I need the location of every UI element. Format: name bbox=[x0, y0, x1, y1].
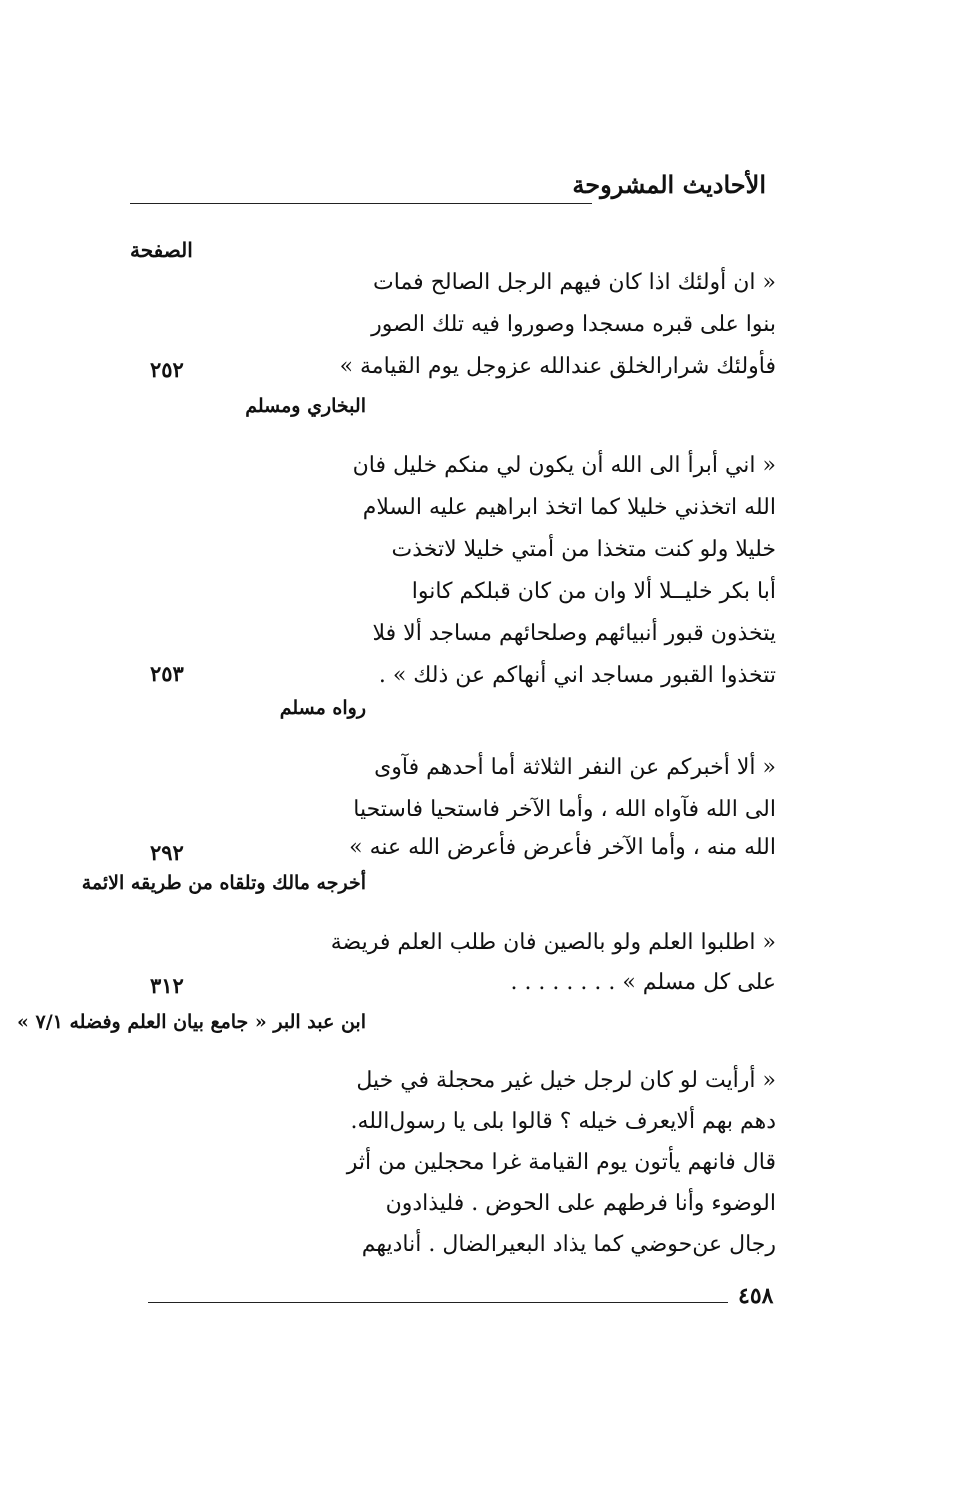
footer-page-number: ٤٥٨ bbox=[738, 1283, 774, 1309]
hadith-line: « أرأيت لو كان لرجل خيل غير محجلة في خيل bbox=[356, 1068, 776, 1093]
hadith-line: بنوا على قبره مسجدا وصوروا فيه تلك الصور bbox=[371, 312, 776, 337]
hadith-line: الوضوء وأنا فرطهم على الحوض . فليذادون bbox=[385, 1191, 776, 1216]
footer-rule bbox=[148, 1302, 728, 1303]
hadith-line: أبا بكر خليــلا ألا وان من كان قبلكم كانوا bbox=[411, 579, 776, 604]
page-reference: ٢٥٢ bbox=[150, 357, 184, 382]
hadith-source: أخرجه مالك وتلقاه من طريقه الائمة bbox=[81, 872, 366, 894]
hadith-line: الله اتخذني خليلا كما اتخذ ابراهيم عليه السلام bbox=[362, 495, 776, 520]
hadith-source: ابن عبد البر « جامع بيان العلم وفضله ٧/١ » bbox=[17, 1011, 366, 1033]
page-reference: ٢٥٣ bbox=[150, 661, 184, 686]
running-header-title: الأحاديث المشروحة bbox=[572, 170, 766, 199]
hadith-line: قال فانهم يأتون يوم القيامة غرا محجلين من أثر bbox=[346, 1150, 776, 1175]
header-rule bbox=[130, 203, 592, 204]
hadith-line: دهم بهم ألايعرف خيله ؟ قالوا بلى يا رسول‌الله. bbox=[350, 1109, 776, 1134]
hadith-line: « اني أبرأ الى الله أن يكون لي منكم خليل فان bbox=[352, 453, 776, 478]
hadith-line: فأولئك شرارالخلق عندالله عزوجل يوم القيامة » bbox=[339, 354, 776, 379]
hadith-line: رجال عن‌حوضي كما يذاد البعيرالضال . أناديهم bbox=[361, 1232, 776, 1257]
hadith-line: تتخذوا القبور مساجد اني أنهاكم عن ذلك » . bbox=[378, 663, 776, 688]
hadith-line: « ألا أخبركم عن النفر الثلاثة أما أحدهم فآوى bbox=[374, 755, 776, 780]
page-reference: ٣١٢ bbox=[150, 973, 184, 998]
hadith-line: على كل مسلم » . . . . . . . . bbox=[510, 970, 776, 995]
hadith-line: الله منه ، وأما الآخر فأعرض فأعرض الله عنه » bbox=[349, 835, 776, 860]
hadith-line: « اطلبوا العلم ولو بالصين فان طلب العلم فريضة bbox=[330, 930, 776, 955]
hadith-source: البخاري ومسلم bbox=[245, 395, 366, 417]
hadith-line: خليلا ولو كنت متخذا من أمتي خليلا لاتخذت bbox=[391, 537, 776, 562]
hadith-source: رواه مسلم bbox=[279, 697, 366, 719]
page-reference: ٢٩٢ bbox=[150, 840, 184, 865]
page-column-label: الصفحة bbox=[130, 238, 193, 262]
hadith-line: الى الله فآواه الله ، وأما الآخر فاستحيا فاستحيا bbox=[353, 797, 776, 822]
hadith-line: يتخذون قبور أنبيائهم وصلحائهم مساجد ألا فلا bbox=[372, 621, 776, 646]
hadith-line: « ان أولئك اذا كان فيهم الرجل الصالح فمات bbox=[373, 270, 776, 295]
